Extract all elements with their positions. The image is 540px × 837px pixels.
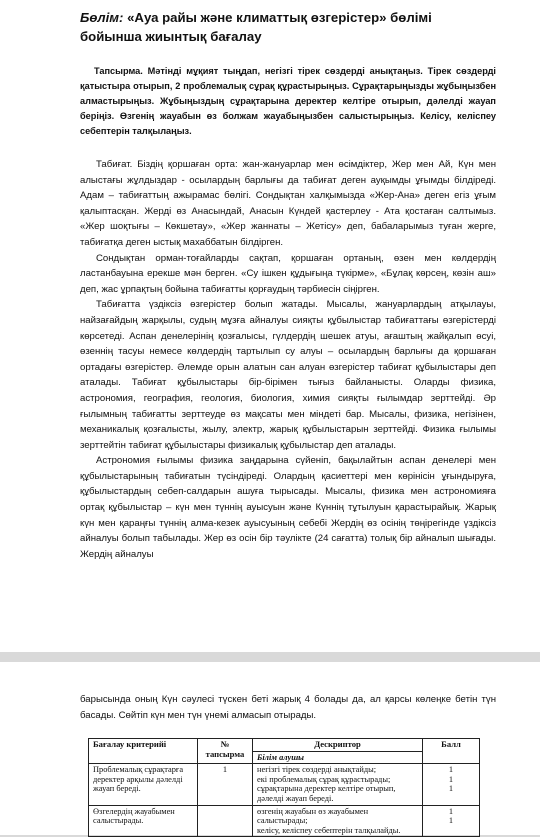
paragraph: Табиғатта үздіксіз өзгерістер болып жатады. Мысалы, жануарлардың атқылауы, найзағайдың жарқылы, судың мұзға айналуы сияқты құбылыстар табиғаттағы өзгерістерді көрсетеді. Аспан денелерінің қозғалысы, гүлдердің шешек атуы, ағаштың жайқалып өсуі, өзеннің тасуы немесе көлдердің тартылып су алуы – осылардың барлығы да қоршаған ортадағы өзгерістер. Әлемде орын алатын сан алуан өзгерістер табиғат құбылыстары деп аталады. Табиғат құбылыстары бір-бірімен тығыз байланысты. Оларды физика, астрономия, география, геология, биология, химия сияқты ғылымдар зерттейді. Әр ғылымның табиғатты зерттеуде өз мақсаты мен міндеті бар. Мысалы, физика, негізінен, механикалық қозғалысты, жылу, электр, жарық құбылыстарын зерттейді. Физика ғылымы зерттейтін табиғат құбылыстары физикалық құбылыстар деп аталады. [80, 299, 496, 451]
score-value: 1 [448, 806, 454, 816]
descriptor-line: өзгенің жауабын өз жауабымен салыстырады; [257, 806, 369, 826]
descriptor-cell [253, 805, 423, 837]
reading-text [80, 157, 496, 562]
descriptor-line: екі проблемалық сұрақ құрастырады; [257, 774, 391, 784]
header-task-number: № тапсырма [198, 739, 253, 764]
criteria-cell: Өзгелердің жауабымен салыстырады. [89, 805, 198, 837]
paragraph: Сондықтан орман-тоғайларды сақтап, қоршаған ортаның, өзен мен көлдердің ластанбауына ерекше мән берген. «Су ішкен құдығыңа түкірме», «Бұлақ көрсең, көзін аш» деп, жас ұрпақтың бойына табиғатты қорғаудың тәрбиесін сіңірген. [80, 252, 496, 295]
score-cell [423, 805, 480, 837]
header-criteria: Бағалау критерийі [89, 739, 198, 764]
table-row [89, 805, 480, 837]
descriptor-line: сұрақтарына деректер келтіре отырып, дәлелді жауап береді. [257, 784, 396, 803]
score-value: 1 [448, 774, 454, 784]
paragraph: Астрономия ғылымы физика заңдарына сүйеніп, бақылайтын аспан денелері мен құбылыстарының табиғатын түсіндіреді. Олардың қасиеттері мен көрінісін ұғындыруға, құбылыстардың себеп-салдарын ашуға тырысады. Мысалы, физика мен астрономияға ортақ құбылыстар – күн мен түннің ауысуын және Күннің тұтылуын қарастырайық. Жарық күн мен қараңғы түннің алма-кезек ауысуының себебі Жердің өз осінің төңірегінде үздіксіз айналуы болып табылады. Жер өз осін бір тәулікте (24 сағатта) толық бір айналып шығады. Жердің айналуы [80, 455, 496, 560]
table-header-row [89, 739, 480, 752]
descriptor-cell [253, 764, 423, 805]
paragraph: Табиғат. Біздің қоршаған орта: жан-жануарлар мен өсімдіктер, Жер мен Ай, Күн мен алыстағы жұлдыздар - осылардың барлығы да табиғат деген ауқымды ұғымды білдіреді. Адам – табиғаттың ажырамас бөлігі. Сондықтан халқымызда «Жер-Ана» деген егіз ұғым қалыптасқан. Жерді өз Анасындай, Анасын Күндей қастерлеу - Ата қостаған салтымыз. «Жер шоқтығы – Көкшетау», «Жер жаннаты – Жетісу» деп, бабаларымыз туған жерге, табиғатқа деген ыстық махаббатын білдірген. [80, 159, 496, 248]
document-page-2 [0, 662, 540, 835]
score-cell [423, 764, 480, 805]
score-value: 1 [448, 816, 454, 826]
task-number-cell: 1 [198, 764, 253, 805]
score-value: 1 [448, 765, 454, 775]
paragraph-continuation: барысында оның Күн сәулесі түскен беті жарық 4 болады да, ал қарсы көлеңке бетін түн басады. Сөйтіп күн мен түн үнемі алмасып отырады. [80, 694, 496, 721]
task-instructions: Тапсырма. Мәтінді мұқият тыңдап, негізгі тірек сөздерді анықтаңыз. Тірек сөздерді қатыстыра отырып, 2 проблемалық сұрақ құрастырыңыз. Сұрақтарыңызды жұбыңызбен алмастырыңыз. Жұбыңыздың сұрақтарына деректер келтіре отырып, дәлелді жауап беріңіз. Өзгенің жауабын өз болжам жауабыңызбен салыстырыңыз. Келісу, келіспеу себептерін талқылаңыз. [80, 66, 496, 136]
page-gap [0, 652, 540, 662]
assessment-rubric-table [88, 738, 480, 837]
header-score: Балл [423, 739, 480, 764]
descriptor-line: келісу, келіспеу себептерін талқылайды. [257, 825, 401, 835]
header-descriptor: Дескриптор [253, 739, 423, 752]
score-value: 1 [448, 784, 454, 794]
section-title [80, 8, 496, 46]
descriptor-line: негізгі тірек сөздерді анықтайды; [257, 765, 377, 775]
section-name: «Ауа райы және климаттық өзгерістер» бөлімі бойынша жиынтық бағалау [80, 10, 432, 44]
table-row [89, 764, 480, 805]
task-number-cell [198, 805, 253, 837]
descriptor-subheader: Білім алушы [253, 751, 423, 764]
criteria-cell: Проблемалық сұрақтарға деректер арқылы дәлелді жауап береді. [89, 764, 198, 805]
section-label: Бөлім: [80, 10, 124, 25]
